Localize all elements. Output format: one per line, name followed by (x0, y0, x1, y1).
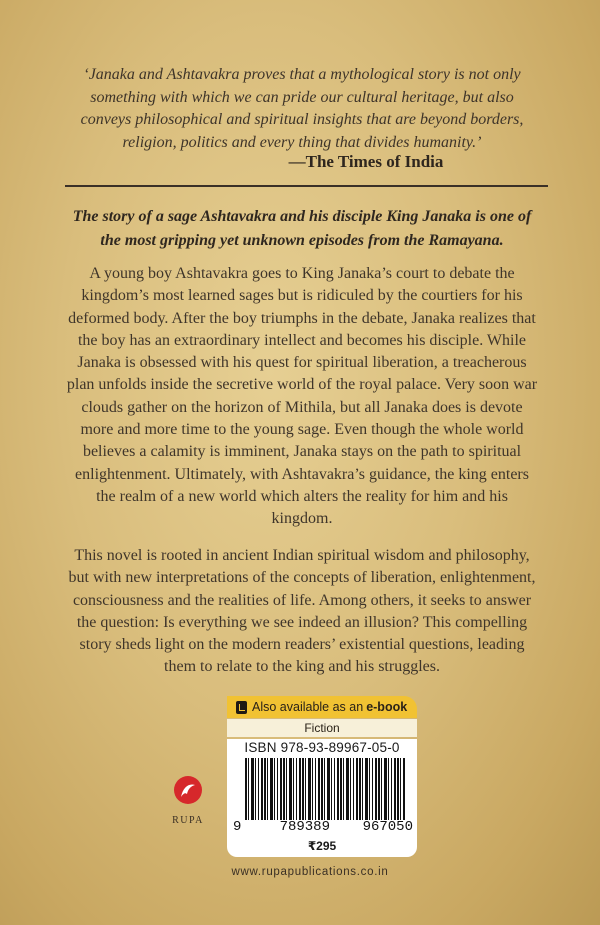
genre-label: Fiction (227, 719, 417, 737)
barcode-digits (233, 819, 413, 835)
divider-rule (65, 185, 548, 187)
review-quote: ‘Janaka and Ashtavakra proves that a mythological story is not only something with which we can pride our cultural heritage, but also conveys philosophical and spiritual insights that are beyond borders, religion, politics and every thing that divides humanity.’ (80, 66, 524, 151)
ebook-prefix: Also available as an (252, 700, 364, 714)
publisher-website: www.rupapublications.co.in (231, 866, 389, 878)
publisher-name: RUPA (172, 815, 204, 826)
synopsis-paragraph-2: This novel is rooted in ancient Indian spiritual wisdom and philosophy, but with new interpretations of the concepts of liberation, enlightenment, consciousness and the realities of life. Among others, it seeks to answer the question: Is everything we see indeed an illusion? This compelling story sheds light on the modern readers’ existential questions, leading them to relate to the king and his struggles. (68, 547, 536, 676)
ebook-highlight: e-book (366, 700, 408, 714)
ebook-reader-icon (236, 701, 247, 714)
barcode-panel (227, 739, 417, 857)
barcode-digit-group: 9 (233, 819, 242, 835)
quote-attribution: —The Times of India (288, 152, 444, 171)
lead-summary: The story of a sage Ashtavakra and his disciple King Janaka is one of the most gripping yet unknown episodes from the Ramayana. (72, 208, 532, 249)
rupa-logo-icon (173, 775, 203, 805)
barcode-digit-group: 967050 (362, 819, 413, 835)
isbn-number: ISBN 978-93-89967-05-0 (244, 740, 400, 755)
ebook-availability-tab (227, 696, 417, 718)
barcode-bars (245, 758, 405, 820)
price-label: ₹295 (307, 839, 337, 853)
barcode-digit-group: 789389 (279, 819, 330, 835)
synopsis-paragraph-1: A young boy Ashtavakra goes to King Janaka’s court to debate the kingdom’s most learned sages but is ridiculed by the courtiers for his deformed body. After the boy triumphs in the debate, Janaka realizes that the boy has an extraordinary intellect and becomes his disciple. While Janaka is obsessed with his quest for spiritual liberation, a treacherous plan unfolds inside the secretive world of the royal palace. Very soon war clouds gather on the horizon of Mithila, but all Janaka does is devote more and more time to the young sage. Even though the whole world believes a calamity is imminent, Janaka stays on the path to spiritual enlightenment. Ultimately, with Ashtavakra’s guidance, the king enters the realm of a new world which alters the reality for him and his kingdom. (66, 265, 538, 528)
